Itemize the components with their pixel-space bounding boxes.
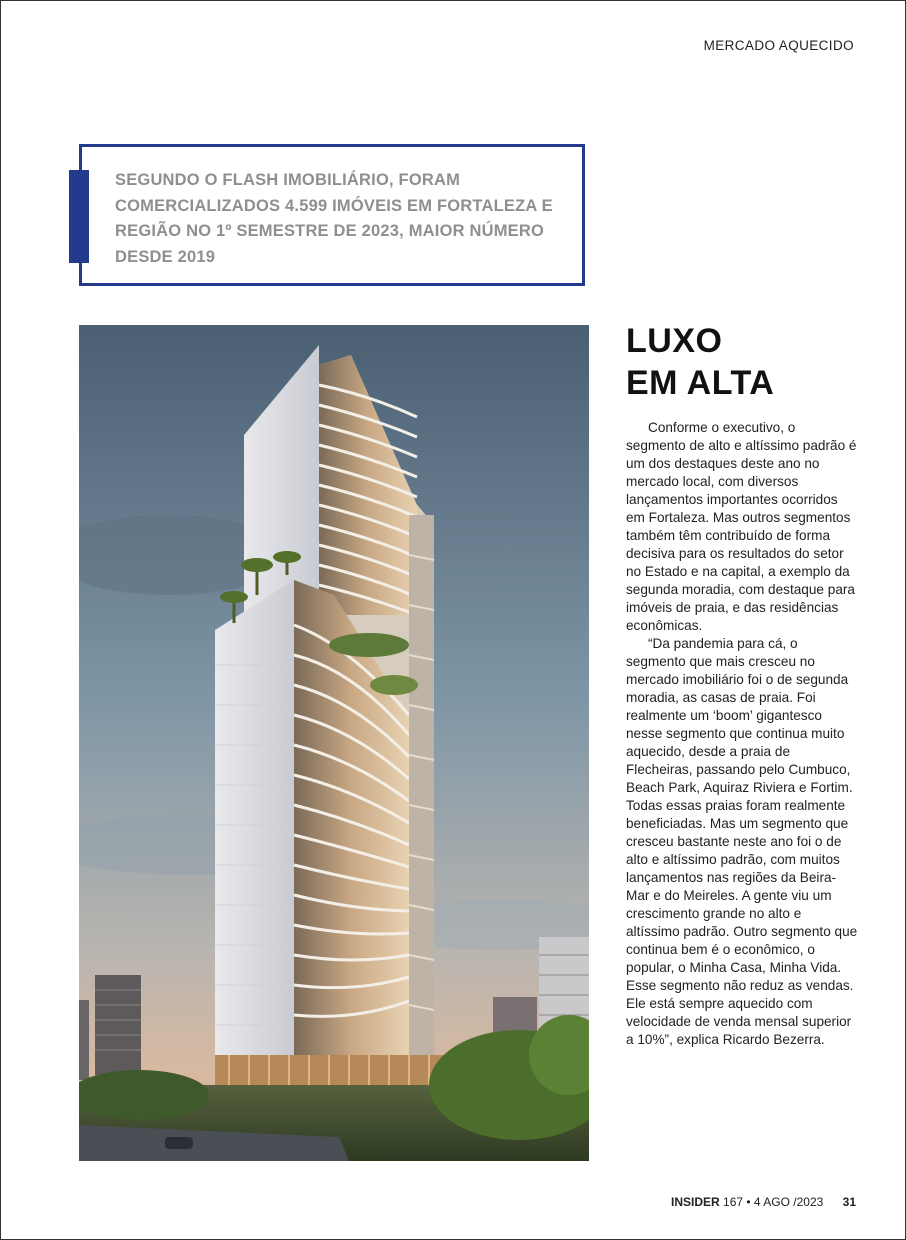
headline-line-2: EM ALTA [626, 364, 775, 402]
section-tag: MERCADO AQUECIDO [703, 38, 854, 53]
pullquote-accent-bar [69, 170, 89, 263]
building-render-photo [79, 325, 589, 1161]
headline-line-1: LUXO [626, 322, 723, 360]
page-footer [671, 1195, 856, 1209]
paragraph-1: Conforme o executivo, o segmento de alto e altíssimo padrão é um dos destaques deste ano no mercado local, com diversos lançamentos importantes ocorridos em Fortaleza. Mas outros segmentos também têm contribuído de forma decisiva para os resultados do setor no Estado e na capital, a exemplo da segunda moradia, com destaque para imóveis de praia, e das residências econômicas. [626, 420, 857, 633]
article-headline [626, 320, 774, 404]
article-body [626, 419, 858, 1049]
issue-info: 167 • 4 AGO /2023 [723, 1195, 824, 1209]
pullquote-text: SEGUNDO O FLASH IMOBILIÁRIO, FORAM COMERCIALIZADOS 4.599 IMÓVEIS EM FORTALEZA E REGIÃO NO 1º SEMESTRE DE 2023, MAIOR NÚMERO DESDE 2019 [115, 171, 553, 266]
page-number: 31 [842, 1195, 856, 1209]
magazine-name: INSIDER [670, 1195, 720, 1209]
paragraph-2: “Da pandemia para cá, o segmento que mais cresceu no mercado imobiliário foi o de segunda moradia, as casas de praia. Foi realmente um ‘boom’ gigantesco nesse segmento que continua muito aquecido, desde a praia de Flecheiras, passando pelo Cumbuco, Beach Park, Aquiraz Riviera e Fortim. Todas essas praias foram realmente beneficiadas. Mas um segmento que cresceu bastante neste ano foi o de alto e altíssimo padrão, com muitos lançamentos nas regiões da Beira-Mar e do Meireles. A gente viu um crescimento grande no alto e altíssimo padrão. Outro segmento que continua bem é o econômico, o popular, o Minha Casa, Minha Vida. Esse segmento não reduz as vendas. Ele está sempre aquecido com velocidade de venda mensal superior a 10%”, explica Ricardo Bezerra. [626, 636, 858, 1047]
